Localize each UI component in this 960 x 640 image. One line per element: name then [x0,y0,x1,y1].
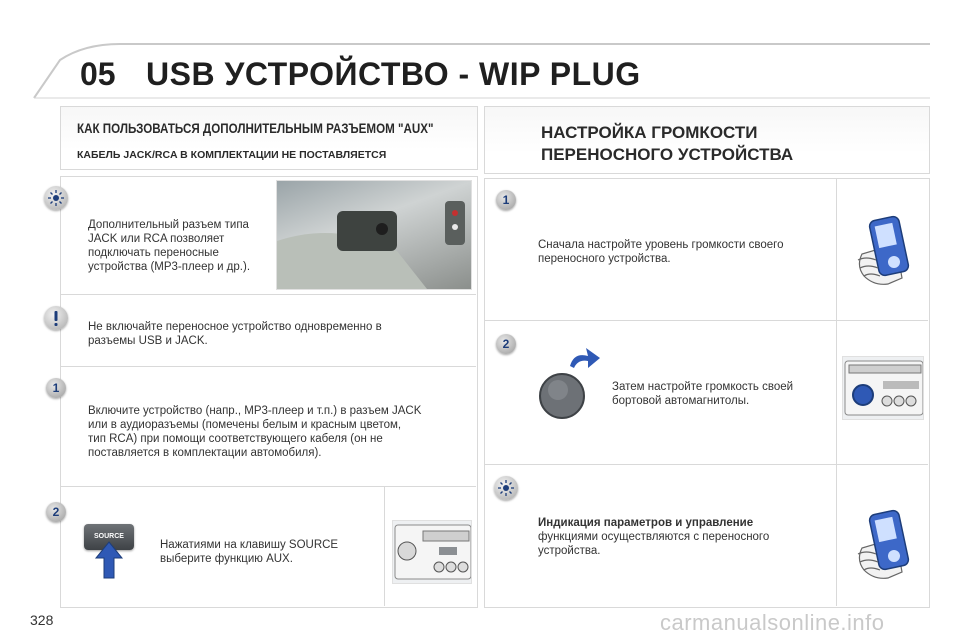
step-1-badge: 1 [46,378,66,398]
aux-tip-line: устройства (МР3-плеер и др.). [88,261,251,273]
page-title: USB УСТРОЙСТВО - WIP PLUG [146,56,641,92]
step-2-badge: 2 [46,502,66,522]
header-banner [0,0,960,100]
left-divider-3 [60,486,476,487]
page-number: 328 [30,612,54,628]
glovebox-photo [276,180,472,290]
arrow-up-icon [94,540,124,580]
aux-tip-line: подключать переносные [88,247,219,259]
step-1-line: Включите устройство (напр., МР3-плеер и т.п.) в разъем JACK [88,405,422,417]
step-2-line: Нажатиями на клавишу SOURCE [160,539,339,551]
left-subheading: КАБЕЛЬ JACK/RCA В КОМПЛЕКТАЦИИ НЕ ПОСТАВЛЯЕТСЯ [77,149,387,161]
left-divider-vertical [384,486,385,606]
step-2-badge: 2 [496,334,516,354]
control-tip-text [538,516,769,558]
source-key-label: SOURCE [94,533,124,540]
step-1-line: тип RCA) при помощи соответствующего кабеля (он не [88,433,383,445]
car-radio-image [842,356,924,420]
warning-icon [44,306,68,330]
right-divider-1 [484,320,928,321]
step-1-badge: 1 [496,190,516,210]
control-tip-line: функциями осуществляются с переносного [538,531,770,543]
right-heading-line-2: ПЕРЕНОСНОГО УСТРОЙСТВА [541,145,794,164]
portable-device-hand-icon [848,498,928,588]
radio-panel-image [392,520,472,584]
left-divider-2 [60,366,476,367]
left-heading-panel [60,106,478,170]
volume-step-1-text [538,238,783,266]
radio-illustration [393,521,471,583]
sun-icon [494,476,518,500]
volume-step-2-line: бортовой автомагнитолы. [612,395,750,407]
control-tip-bold: Индикация параметров и управление [538,517,754,529]
volume-step-2-text [612,380,793,408]
warning-line: разъемы USB и JACK. [88,335,208,347]
volume-knob-icon [530,344,600,424]
step-1-text [88,404,421,460]
exclamation-icon [44,306,68,330]
chapter-number: 05 [80,56,116,92]
warning-text [88,320,382,348]
step-1-line: или в аудиоразъемы (помечены белым и красным цветом, [88,419,402,431]
glovebox-illustration [277,181,471,289]
warning-line: Не включайте переносное устройство одновременно в [88,321,382,333]
aux-tip-text [88,218,250,274]
tip-icon [44,186,68,210]
watermark: carmanualsonline.info [660,610,885,635]
car-radio-illustration [843,357,923,419]
right-divider-vertical [836,178,837,606]
volume-step-1-line: Сначала настройте уровень громкости своего [538,239,784,251]
sun-icon [44,186,68,210]
portable-device-hand-icon [848,204,928,294]
right-heading-line-1: НАСТРОЙКА ГРОМКОСТИ [541,123,758,142]
step-2-line: выберите функцию AUX. [160,553,293,565]
aux-tip-line: JACK или RCA позволяет [88,233,225,245]
right-heading-panel [484,106,930,174]
volume-step-1-line: переносного устройства. [538,253,671,265]
aux-tip-line: Дополнительный разъем типа [88,219,249,231]
right-divider-2 [484,464,928,465]
volume-step-2-line: Затем настройте громкость своей [612,381,794,393]
control-tip-line: устройства. [538,545,601,557]
left-divider-1 [60,294,476,295]
left-heading: КАК ПОЛЬЗОВАТЬСЯ ДОПОЛНИТЕЛЬНЫМ РАЗЪЕМОМ "AUX" [77,121,434,136]
tip-icon [494,476,518,500]
step-2-text [160,538,338,566]
step-1-line: поставляется в комплектации автомобиля). [88,447,322,459]
